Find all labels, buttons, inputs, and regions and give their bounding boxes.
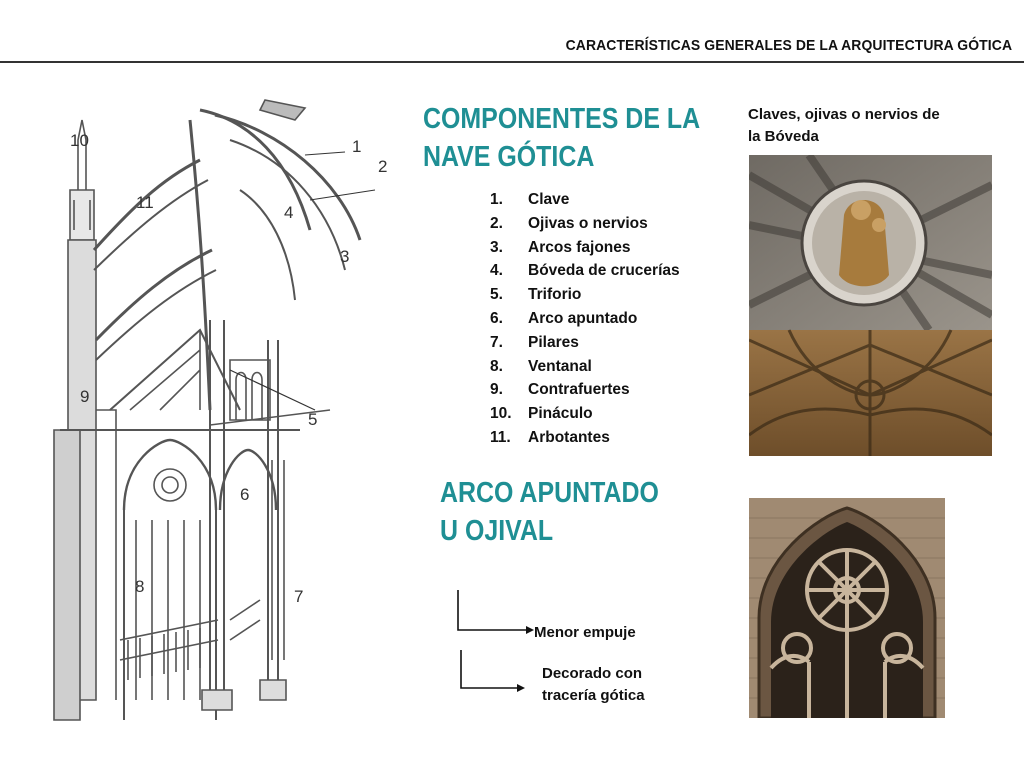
list-item: 10. Pináculo xyxy=(490,405,593,423)
list-item: 9. Contrafuertes xyxy=(490,381,630,399)
note-tracery: Decorado con tracería gótica xyxy=(542,665,645,704)
diagram-label-6: 6 xyxy=(240,485,250,504)
arch-title xyxy=(440,474,659,550)
list-item: 7. Pilares xyxy=(490,333,579,351)
header-divider xyxy=(0,61,1024,63)
list-item: 3. Arcos fajones xyxy=(490,238,631,256)
components-list xyxy=(490,188,680,450)
arch-title-line1: ARCO APUNTADO xyxy=(440,477,659,509)
list-item: 5. Triforio xyxy=(490,286,582,304)
diagram-label-10: 10 xyxy=(70,131,89,150)
diagram-label-8: 8 xyxy=(135,577,145,596)
list-item: 11. Arbotantes xyxy=(490,428,610,446)
list-item: 6. Arco apuntado xyxy=(490,309,638,327)
diagram-label-5: 5 xyxy=(308,410,318,429)
gothic-window-photo xyxy=(749,498,945,718)
list-item: 8. Ventanal xyxy=(490,357,592,375)
vault-keystone-photo xyxy=(749,155,992,456)
note-less-thrust: Menor empuje xyxy=(534,624,636,641)
arrow-icon xyxy=(455,648,525,694)
slide-header xyxy=(0,0,1024,62)
gothic-nave-diagram xyxy=(40,80,390,730)
diagram-label-1: 1 xyxy=(352,137,362,156)
list-item: 1. Clave xyxy=(490,191,570,208)
components-title-line2: NAVE GÓTICA xyxy=(423,141,595,173)
diagram-label-2: 2 xyxy=(378,157,388,176)
diagram-label-7: 7 xyxy=(294,587,304,606)
diagram-label-11: 11 xyxy=(136,193,154,212)
components-title-line1: COMPONENTES DE LA xyxy=(423,103,701,135)
vault-photo-caption: Claves, ojivas o nervios de la Bóveda xyxy=(748,106,940,145)
diagram-label-3: 3 xyxy=(340,247,350,266)
list-item: 4. Bóveda de crucerías xyxy=(490,262,680,280)
diagram-label-9: 9 xyxy=(80,387,90,406)
list-item: 2. Ojivas o nervios xyxy=(490,214,648,232)
diagram-label-4: 4 xyxy=(284,203,294,222)
slide-title: CARACTERÍSTICAS GENERALES DE LA ARQUITECTURA GÓTICA xyxy=(565,37,1012,54)
arrow-icon xyxy=(452,588,534,638)
components-title xyxy=(423,100,700,176)
arch-title-line2: U OJIVAL xyxy=(440,515,554,547)
